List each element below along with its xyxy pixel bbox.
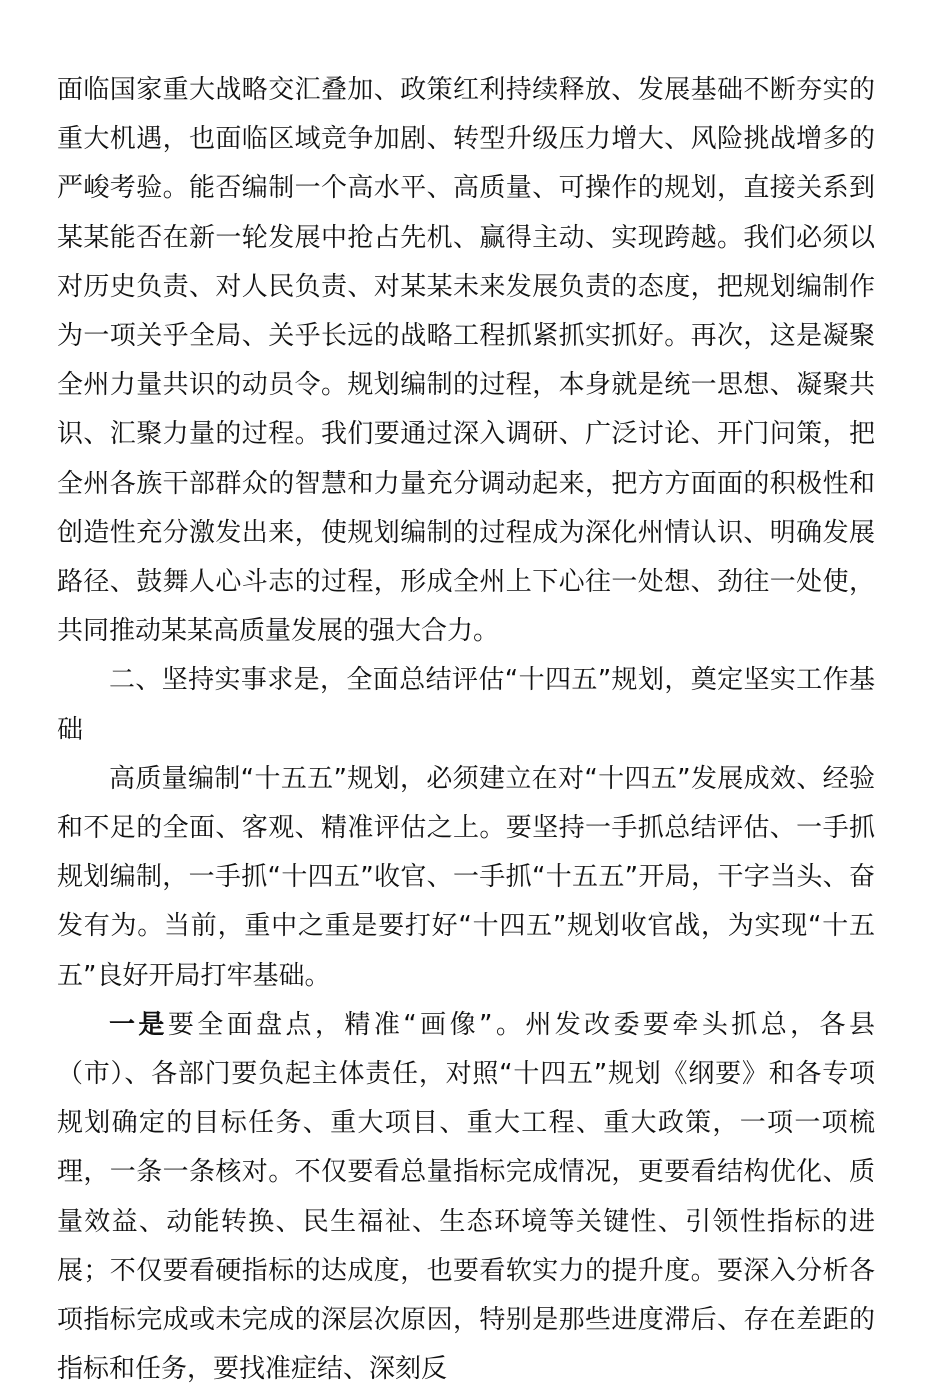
body-paragraph-1 — [57, 66, 875, 656]
paragraph-text: 要全面盘点，精准“画像”。州发改委要牵头抓总，各县（市）、各部门要负起主体责任，对照“十四五”规划《纲要》和各专项规划确定的目标任务、重大项目、重大工程、重大政策，一项一项梳理，一条一条核对。不仅要看总量指标完成情况，更要看结构优化、质量效益、动能转换、民生福祉、生态环境等关键性、引领性指标的进展；不仅要看硬指标的达成度，也要看软实力的提升度。要深入分析各项指标完成或未完成的深层次原因，特别是那些进度滞后、存在差距的指标和任务，要找准症结、深刻反 — [57, 1009, 875, 1385]
body-paragraph-4 — [57, 1001, 875, 1394]
document-page — [57, 66, 875, 1394]
body-paragraph-3 — [57, 755, 875, 1001]
paragraph-text: 面临国家重大战略交汇叠加、政策红利持续释放、发展基础不断夯实的重大机遇，也面临区域竞争加剧、转型升级压力增大、风险挑战增多的严峻考验。能否编制一个高水平、高质量、可操作的规划，直接关系到某某能否在新一轮发展中抢占先机、赢得主动、实现跨越。我们必须以对历史负责、对人民负责、对某某未来发展负责的态度，把规划编制作为一项关乎全局、关乎长远的战略工程抓紧抓实抓好。再次，这是凝聚全州力量共识的动员令。规划编制的过程，本身就是统一思想、凝聚共识、汇聚力量的过程。我们要通过深入调研、广泛讨论、开门问策，把全州各族干部群众的智慧和力量充分调动起来，把方方面面的积极性和创造性充分激发出来，使规划编制的过程成为深化州情认识、明确发展路径、鼓舞人心斗志的过程，形成全州上下心往一处想、劲往一处使，共同推动某某高质量发展的强大合力。 — [57, 75, 875, 647]
paragraph-lead: 一是 — [109, 1009, 168, 1040]
paragraph-text: 高质量编制“十五五”规划，必须建立在对“十四五”发展成效、经验和不足的全面、客观、精准评估之上。要坚持一手抓总结评估、一手抓规划编制，一手抓“十四五”收官、一手抓“十五五”开局，干字当头、奋发有为。当前，重中之重是要打好“十四五”规划收官战，为实现“十五五”良好开局打牢基础。 — [57, 763, 875, 991]
section-heading-2 — [57, 656, 875, 754]
heading-text: 二、坚持实事求是，全面总结评估“十四五”规划，奠定坚实工作基础 — [57, 665, 875, 745]
